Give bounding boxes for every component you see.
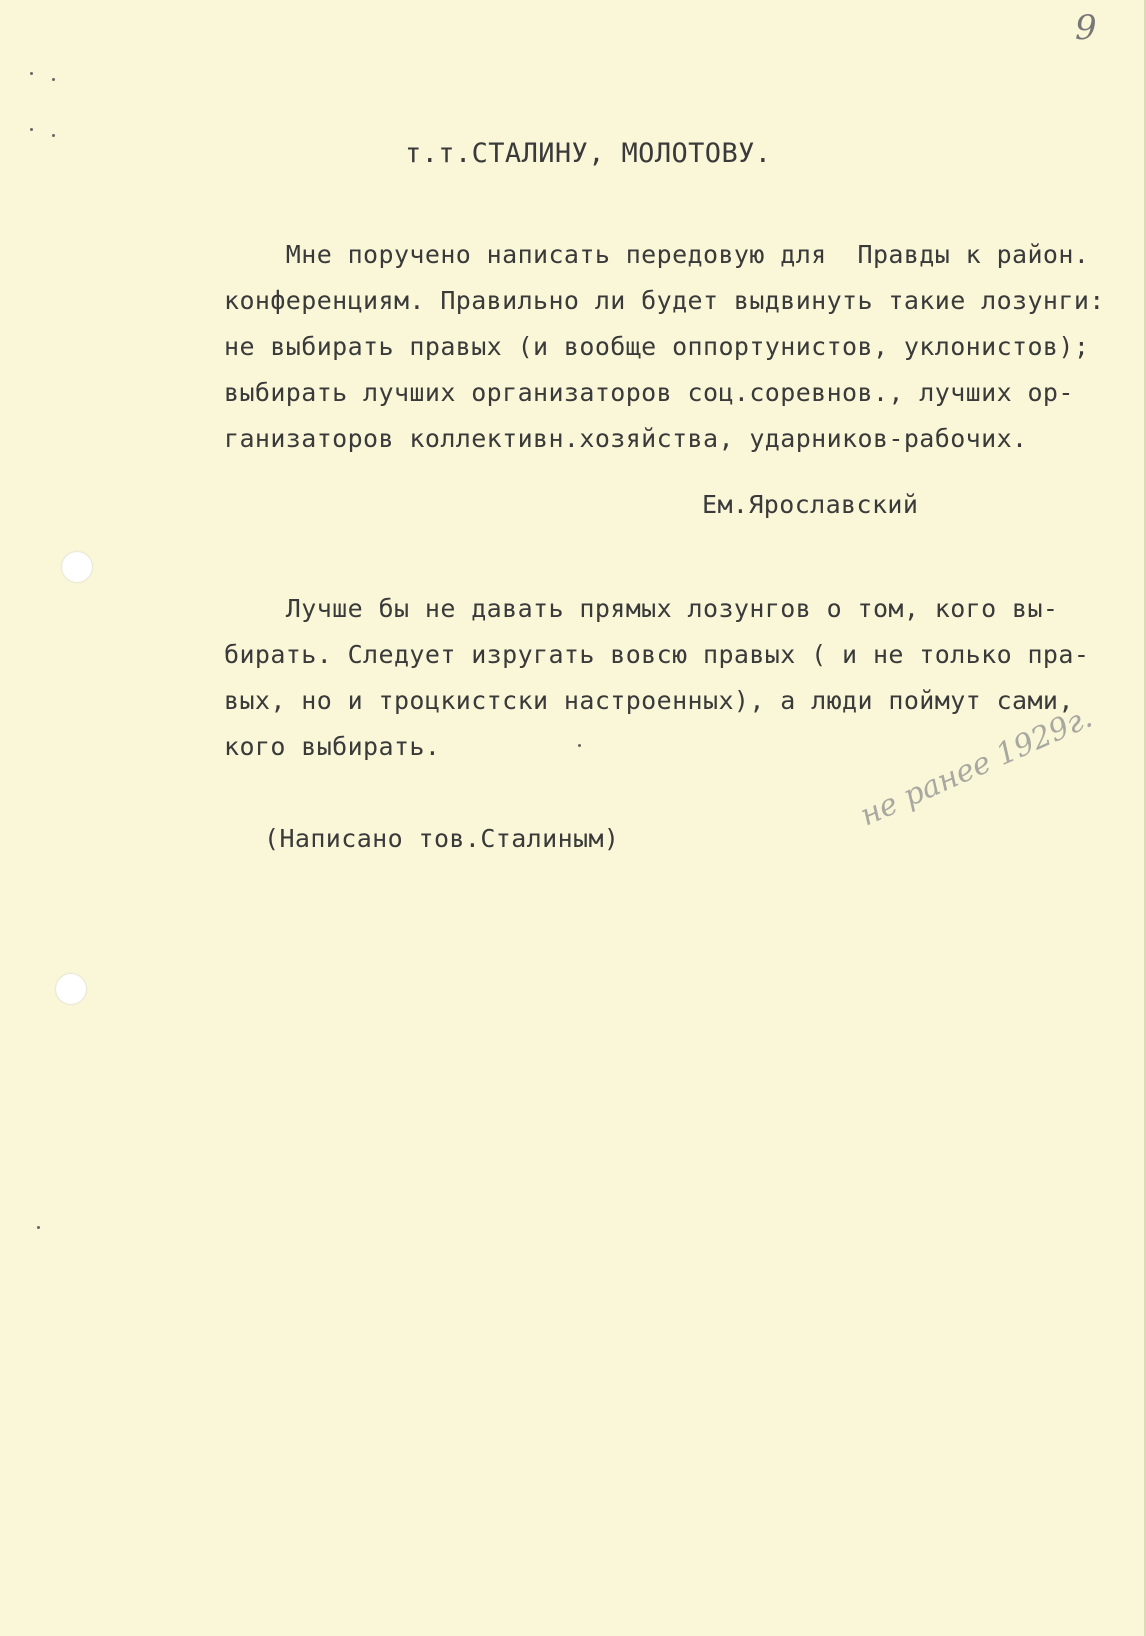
request-line: конференциям. Правильно ли будет выдвинуть такие лозунги: xyxy=(224,286,1105,315)
punch-hole xyxy=(56,974,86,1004)
paper-speck xyxy=(37,1226,40,1229)
addressee: т.т.СТАЛИНУ, МОЛОТОВУ. xyxy=(405,138,772,169)
reply-line: вых, но и троцкистски настроенных), а люди поймут сами, xyxy=(224,686,1074,715)
request-line: выбирать лучших организаторов соц.соревнов., лучших ор- xyxy=(224,378,1074,407)
reply-line: бирать. Следует изругать вовсю правых ( и не только пра- xyxy=(224,640,1090,669)
paper-speck xyxy=(30,128,33,131)
authorship-note: (Написано тов.Сталиным) xyxy=(264,824,620,853)
reply-line: Лучше бы не давать прямых лозунгов о том, кого вы- xyxy=(224,594,1059,623)
paper-speck xyxy=(578,744,581,747)
punch-hole xyxy=(62,552,92,582)
paper-speck xyxy=(52,134,55,137)
paper-speck xyxy=(52,78,55,81)
request-line: не выбирать правых (и вообще оппортунистов, уклонистов); xyxy=(224,332,1090,361)
page-number: 9 xyxy=(1075,8,1097,48)
handwritten-annotation: не ранее 1929г. xyxy=(854,699,1098,834)
reply-line: кого выбирать. xyxy=(224,732,441,761)
paper-speck xyxy=(30,72,33,75)
signature: Ем.Ярославский xyxy=(702,490,919,519)
request-line: ганизаторов коллективн.хозяйства, ударников-рабочих. xyxy=(224,424,1028,453)
request-line: Мне поручено написать передовую для Правды к район. xyxy=(224,240,1090,269)
